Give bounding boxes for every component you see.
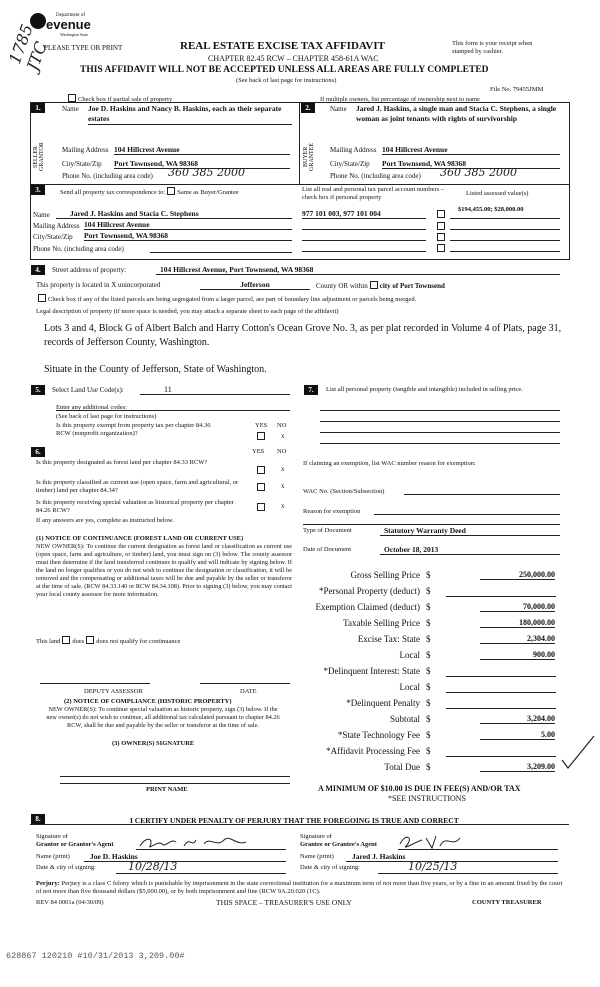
corr-mailing-label: Mailing Address — [33, 222, 80, 230]
total-value[interactable]: 3,209.00 — [480, 762, 555, 772]
reason-label: Reason for exemption — [303, 508, 361, 515]
tech-fee-dollar: $ — [426, 730, 431, 740]
exempt-question: Is this property exempt from property tax per chapter 84.36 RCW (nonprofit organization)? — [56, 422, 211, 437]
form-subtitle: CHAPTER 82.45 RCW – CHAPTER 458-61A WAC — [208, 54, 379, 63]
does-checkbox[interactable] — [62, 636, 70, 644]
warning-line: THIS AFFIDAVIT WILL NOT BE ACCEPTED UNLESS ALL AREAS ARE FULLY COMPLETED — [80, 65, 489, 75]
section2-number: 2. — [301, 103, 315, 113]
minimum-fee-note: A MINIMUM OF $10.00 IS DUE IN FEE(S) AND/OR TAX — [318, 784, 521, 793]
parcel-line-3[interactable] — [302, 240, 426, 241]
grantor-signature[interactable] — [136, 834, 256, 852]
segregated-text: Check box if any of the listed parcels are being segregated from a larger parcel, are part of boundary line adjustment or parcels being merged. — [48, 296, 417, 303]
does-label: does — [72, 638, 85, 645]
doc-type[interactable]: Statutory Warranty Deed — [380, 526, 560, 536]
receipt-note: This form is your receipt when stamped by cashier. — [452, 40, 533, 55]
if-yes-note: If any answers are yes, complete as instructed below. — [36, 517, 174, 524]
seller-name-label: Name — [62, 105, 79, 113]
see-instructions-note: *SEE INSTRUCTIONS — [388, 794, 467, 803]
does-not-checkbox[interactable] — [86, 636, 94, 644]
county-name[interactable]: Jefferson — [200, 280, 310, 290]
doc-type-label: Type of Document — [303, 527, 352, 534]
taxable-dollar: $ — [426, 618, 431, 628]
grantor-name[interactable]: Joe D. Haskins — [84, 852, 286, 862]
tax-correspondence-label — [60, 187, 239, 196]
section7-number: 7. — [304, 385, 318, 395]
legal-description[interactable]: Lots 3 and 4, Block G of Albert Balch and Harry Cotton's Ocean Grove No. 3, as per plat recorded in Volume 4 of Plats, page 31, records of Jefferson County, Washington. — [44, 323, 562, 348]
buyer-city[interactable]: Port Townsend, WA 98368 — [382, 159, 560, 169]
seller-name[interactable]: Joe D. Haskins and Nancy B. Haskins, each as their separate estates — [88, 104, 292, 125]
print-name-label: PRINT NAME — [146, 786, 188, 793]
total-checkmark-icon — [560, 732, 596, 772]
assessed-line-1 — [450, 218, 560, 219]
additional-codes-line[interactable] — [56, 410, 290, 411]
partial-sale-checkbox[interactable] — [68, 94, 76, 102]
total-label: Total Due — [384, 762, 420, 772]
state-tax-value[interactable]: 2,304.00 — [480, 634, 555, 644]
land-use-line — [140, 394, 290, 395]
grantee-agent-label: Grantee or Grantee's Agent — [300, 841, 377, 848]
section8-number: 8. — [31, 814, 45, 824]
affidavit-fee-dollar: $ — [426, 746, 431, 756]
seller-phone-label: Phone No. (including area code) — [62, 172, 153, 180]
parcel-label: List all real and personal tax parcel account numbers – check box if personal property — [302, 186, 445, 201]
corr-phone-line[interactable] — [150, 252, 292, 253]
current-use-question: Is this property classified as current use (open space, farm and agricultural, or timber) land per chapter 84.34? — [36, 479, 239, 494]
affidavit-fee-blank[interactable] — [446, 746, 556, 757]
print-name-line[interactable] — [60, 783, 290, 784]
buyer-side-label: BUYER GRANTEE — [303, 143, 315, 171]
parcel-checkbox-1[interactable] — [437, 210, 445, 218]
section5-no: NO — [277, 422, 287, 429]
land-qualify — [36, 636, 180, 645]
doc-date-label: Date of Document — [303, 546, 352, 553]
county-or-within — [316, 281, 445, 290]
corr-mailing[interactable]: 104 Hillcrest Avenue — [84, 220, 292, 230]
perjury-label: Perjury: — [36, 880, 60, 887]
wac-label: WAC No. (Section/Subsection) — [303, 488, 385, 495]
multiple-owners-note: If multiple owners, list percentage of ownership next to name — [320, 96, 480, 103]
assessed-label: Listed assessed value(s) — [466, 190, 529, 197]
personal-line-4[interactable] — [320, 443, 560, 444]
parcel-numbers[interactable]: 977 101 003, 977 101 004 — [302, 209, 426, 219]
section1-number: 1. — [31, 103, 45, 113]
section5-number: 5. — [31, 385, 45, 395]
exemption-claimed-label: Exemption Claimed (deduct) — [315, 602, 420, 612]
seller-phone[interactable]: 360 385 2000 — [168, 166, 245, 179]
same-as-buyer-checkbox[interactable] — [167, 187, 175, 195]
local-tax-label: Local — [399, 650, 420, 660]
forest-no-mark[interactable]: x — [281, 465, 285, 473]
gross-label: Gross Selling Price — [350, 570, 420, 580]
seller-mailing[interactable]: 104 Hillcrest Avenue — [114, 145, 290, 155]
notice2-title: (2) NOTICE OF COMPLIANCE (HISTORIC PROPERTY) — [64, 698, 232, 705]
same-as-buyer-label: Same as Buyer/Grantee — [177, 189, 239, 196]
notice1-title: (1) NOTICE OF CONTINUANCE (FOREST LAND OR CURRENT USE) — [36, 535, 244, 542]
county-treasurer: COUNTY TREASURER — [472, 899, 542, 906]
taxable-value[interactable]: 180,000.00 — [480, 618, 555, 628]
land-use-label: Select Land Use Code(s): — [52, 386, 124, 394]
penalty-blank[interactable] — [446, 698, 556, 709]
parcel-line-2[interactable] — [302, 229, 426, 230]
section3-number: 3. — [31, 185, 45, 195]
deputy-label: DEPUTY ASSESSOR — [84, 688, 143, 695]
assessed-line-3[interactable] — [450, 240, 560, 241]
buyer-phone[interactable]: 360 385 2000 — [440, 166, 517, 179]
buyer-name[interactable]: Jared J. Haskins, a single man and Stacia C. Stephens, a single woman as joint tenants with rights of survivorship — [356, 104, 557, 123]
handwritten-margin: 1785 JTC — [5, 21, 51, 73]
section5-yes: YES — [255, 422, 268, 429]
parcel-checkbox-2[interactable] — [437, 222, 445, 230]
personal-line-2[interactable] — [320, 421, 560, 422]
perjury-text: Perjury is a class C felony which is punishable by imprisonment in the state correctional institution for a maximum term of not more than five years, or by a fine in an amount fixed by the court of not more than five thousand dollars ($5,000.00), or by both imprisonment and fine (RCW 9A.20.020 (1C). — [36, 880, 563, 895]
type-or-print: PLEASE TYPE OR PRINT — [44, 44, 123, 52]
city-checkbox[interactable] — [370, 281, 378, 289]
section6-number: 6. — [31, 447, 45, 457]
delinquent-state-dollar: $ — [426, 666, 431, 676]
forest-question: Is this property designated as forest land per chapter 84.33 RCW? — [36, 459, 208, 466]
grantor-sig-label: Signature of — [36, 833, 68, 840]
section4-number: 4. — [31, 265, 45, 275]
historic-question: Is this property receiving special valuation as historical property per chapter 84.26 RCW? — [36, 499, 234, 514]
personal-line-1[interactable] — [320, 410, 560, 411]
city-of-text: city of Port Townsend — [379, 282, 445, 290]
buyer-name-label: Name — [330, 105, 347, 113]
current-use-yes-checkbox[interactable] — [257, 483, 265, 491]
section3-top-border — [30, 184, 569, 185]
state-tax-label: Excise Tax: State — [357, 634, 420, 644]
located-text: This property is located in X unincorporated — [36, 281, 161, 289]
corr-phone-label: Phone No. (including area code) — [33, 245, 124, 253]
exempt-no-mark[interactable]: x — [281, 432, 285, 440]
grantor-date-label: Date & city of signing: — [36, 864, 96, 871]
personal-blank[interactable] — [446, 586, 556, 597]
seller-mailing-label: Mailing Address — [62, 146, 109, 154]
land-text: This land — [36, 638, 61, 645]
subtotal-label: Subtotal — [389, 714, 420, 724]
logo-line2: evenue — [46, 17, 91, 32]
grantor-date[interactable]: 10/28/13 — [116, 860, 286, 874]
corr-name[interactable]: Jared J. Haskins and Stacia C. Stephens — [56, 209, 292, 219]
section6-yes: YES — [252, 448, 265, 455]
parcel-checkbox-3[interactable] — [437, 233, 445, 241]
gross-value[interactable]: 250,000.00 — [480, 570, 555, 580]
grantor-name-label: Name (print) — [36, 853, 70, 860]
tech-fee-label: *State Technology Fee — [337, 730, 420, 740]
tax-correspondence-text: Send all property tax correspondence to: — [60, 189, 166, 196]
penalty-dollar: $ — [426, 698, 431, 708]
logo-line1: Department of — [56, 13, 86, 18]
seller-side-label: SELLER GRANTOR — [33, 142, 45, 172]
land-use-see-back: (See back of last page for instructions) — [56, 413, 157, 420]
doc-date[interactable]: October 18, 2013 — [380, 545, 560, 555]
taxable-label: Taxable Selling Price — [343, 618, 420, 628]
exempt-yes-checkbox[interactable] — [257, 432, 265, 440]
state-tax-dollar: $ — [426, 634, 431, 644]
grantee-signature[interactable] — [396, 832, 466, 852]
delinquent-state-blank[interactable] — [446, 666, 556, 677]
street-label: Street address of property: — [52, 266, 127, 274]
grantee-date[interactable]: 10/25/13 — [378, 860, 558, 874]
section6-no: NO — [277, 448, 287, 455]
subtotal-dollar: $ — [426, 714, 431, 724]
tech-fee-value[interactable]: 5.00 — [480, 730, 555, 740]
perjury-notice — [36, 880, 566, 896]
buyer-mailing[interactable]: 104 Hillcrest Avenue — [382, 145, 560, 155]
notice2-text: NEW OWNER(S): To continue special valuation as historic property, sign (3) below. If the new owner(s) do not wish to continue, all additional tax calculated pursuant to chapter 84.26 RCW, shall be due and payable by the seller or transferor at the time of sale. — [46, 706, 280, 729]
assessed-line-4[interactable] — [450, 251, 560, 252]
wac-line[interactable] — [404, 494, 560, 495]
corr-city[interactable]: Port Townsend, WA 98368 — [84, 231, 292, 241]
deputy-line[interactable] — [40, 683, 150, 684]
form-title: REAL ESTATE EXCISE TAX AFFIDAVIT — [180, 40, 385, 52]
exemption-label: If claiming an exemption, list WAC number reason for exemption: — [303, 460, 476, 467]
reason-line-2[interactable] — [303, 524, 560, 525]
legal-situate[interactable]: Situate in the County of Jefferson, State of Washington. — [44, 364, 267, 375]
buyer-city-label: City/State/Zip — [330, 160, 370, 168]
revision-label: REV 84 0001a (04/30/09) — [36, 899, 104, 906]
corr-city-label: City/State/Zip — [33, 233, 73, 241]
segregated-note — [36, 294, 576, 303]
partial-sale-label: Check box if partial sale of property — [78, 96, 173, 103]
historic-no-mark[interactable]: x — [281, 502, 285, 510]
grantee-sig-label: Signature of — [300, 833, 332, 840]
legal-label: Legal description of property (if more space is needed, you may attach a separate sheet to each page of the affidavit) — [36, 308, 339, 315]
certify-text: I CERTIFY UNDER PENALTY OF PERJURY THAT THE FOREGOING IS TRUE AND CORRECT — [130, 816, 459, 825]
personal-dollar: $ — [426, 586, 431, 596]
file-number: File No. 79455JMM — [490, 86, 544, 93]
grantor-agent-label: Grantor or Grantor's Agent — [36, 841, 114, 848]
seller-city-label: City/State/Zip — [62, 160, 102, 168]
buyer-mailing-label: Mailing Address — [330, 146, 377, 154]
does-not-label: does not qualify for continuance — [96, 638, 181, 645]
notice1-text: NEW OWNER(S): To continue the current designation as forest land or classification as current use (open space, farm and agriculture, or timber) land, you must sign on (3) below. The county assessor must then determine if the land transferred continues to qualify and will indicate by signing below. If the land no longer qualifies or you do not wish to continue the designation or classification, it will be removed and the compensating or additional taxes will be due and payable by the seller or transferor at the time of sale. (RCW 84.33.140 or RCW 84.34.108). Prior to signing (3) below, you may contact your local county assessor for more information. — [36, 543, 292, 598]
additional-codes-label: Enter any additional codes: — [56, 404, 127, 411]
personal-line-3[interactable] — [320, 432, 560, 433]
exemption-dollar: $ — [426, 602, 431, 612]
subtotal-value[interactable]: 3,204.00 — [480, 714, 555, 724]
grantee-date-label: Date & city of signing: — [300, 864, 360, 871]
delinquent-local-dollar: $ — [426, 682, 431, 692]
penalty-label: *Delinquent Penalty — [346, 698, 420, 708]
total-dollar: $ — [426, 762, 431, 772]
current-use-no-mark[interactable]: x — [281, 482, 285, 490]
personal-property-label: List all personal property (tangible and intangible) included in selling price. — [326, 386, 523, 393]
parcel-line-4[interactable] — [302, 251, 426, 252]
see-back-note: (See back of last page for instructions) — [236, 77, 337, 84]
delinquent-local-label: Local — [399, 682, 420, 692]
historic-yes-checkbox[interactable] — [257, 503, 265, 511]
street-address[interactable]: 104 Hillcrest Avenue, Port Townsend, WA 98368 — [156, 265, 560, 275]
parties-divider — [299, 102, 300, 184]
local-tax-value[interactable]: 900.00 — [480, 650, 555, 660]
deputy-date-label: DATE — [240, 688, 257, 695]
land-use-code[interactable]: 11 — [164, 385, 172, 394]
delinquent-state-label: *Delinquent Interest: State — [323, 666, 420, 676]
owner-signature-label: (3) OWNER(S) SIGNATURE — [112, 740, 195, 747]
local-tax-dollar: $ — [426, 650, 431, 660]
assessed-line-2[interactable] — [450, 229, 560, 230]
forest-yes-checkbox[interactable] — [257, 466, 265, 474]
treasurer-space: THIS SPACE – TREASURER'S USE ONLY — [216, 898, 352, 907]
treasurer-stamp: 628867 120210 #10/31/2013 3,209.00# — [6, 951, 185, 961]
logo-line3: Washington State — [60, 32, 89, 37]
seller-city[interactable]: Port Townsend, WA 98368 — [114, 159, 290, 169]
parcel-checkbox-4[interactable] — [437, 244, 445, 252]
personal-label: *Personal Property (deduct) — [319, 586, 420, 596]
assessed-values[interactable]: $194,455.00; $28,000.00 — [458, 206, 524, 213]
grantee-name[interactable]: Jared J. Haskins — [346, 852, 558, 862]
corr-name-label: Name — [33, 211, 50, 219]
county-or-text: County OR within — [316, 282, 368, 290]
exemption-value[interactable]: 70,000.00 — [480, 602, 555, 612]
grantee-name-label: Name (print) — [300, 853, 334, 860]
segregated-checkbox[interactable] — [38, 294, 46, 302]
reason-line-1[interactable] — [374, 514, 560, 515]
owner-signature-line[interactable] — [60, 776, 290, 777]
delinquent-local-blank[interactable] — [446, 682, 556, 693]
affidavit-fee-label: *Affidavit Processing Fee — [326, 746, 420, 756]
gross-dollar: $ — [426, 570, 431, 580]
buyer-phone-label: Phone No. (including area code) — [330, 172, 421, 180]
